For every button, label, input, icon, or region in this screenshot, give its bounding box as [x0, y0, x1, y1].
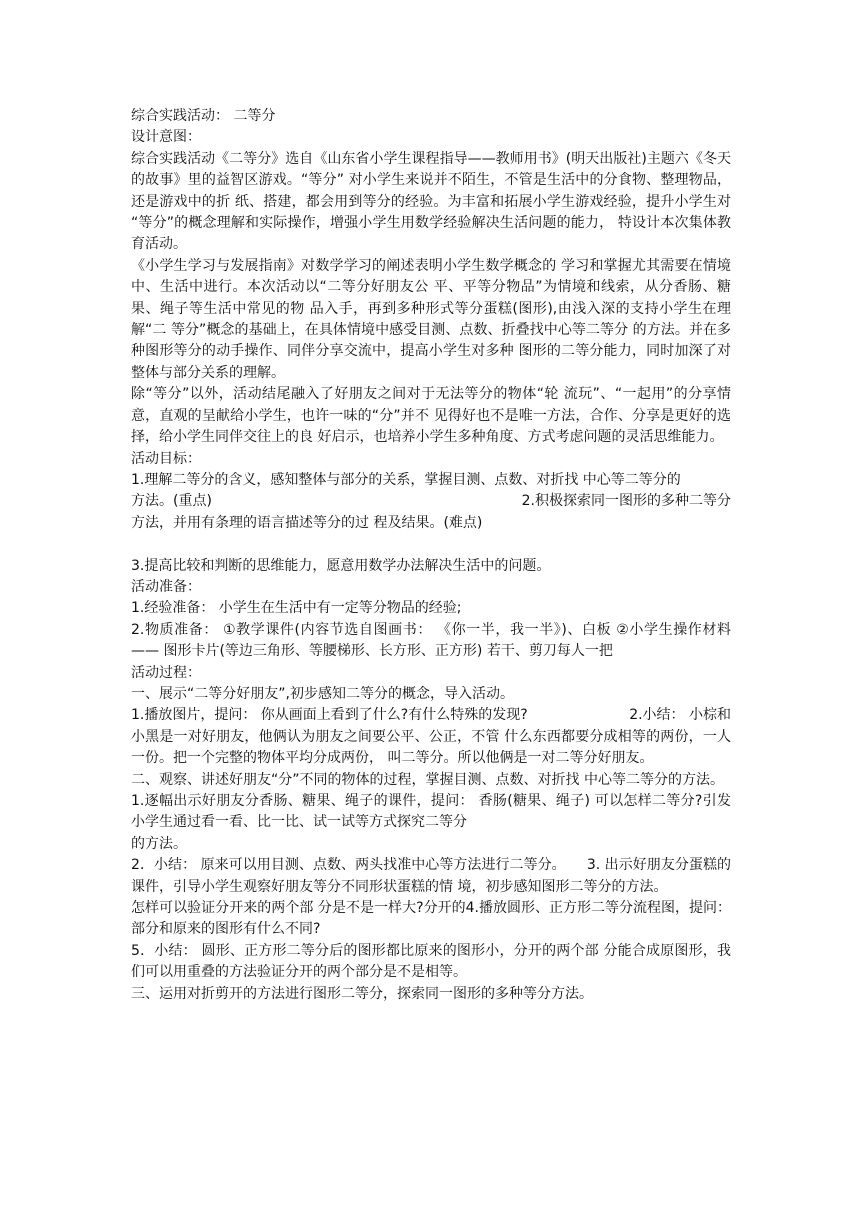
step-2-summary: 2．小结： 原来可以用目测、点数、两头找准中心等方法进行二等分。	[131, 857, 559, 874]
step-1-question-line	[131, 705, 731, 726]
process-heading: 活动过程：	[131, 664, 201, 681]
step-3-heading: 三、运用对折剪开的方法进行图形二等分，探索同一图形的多种等分方法。	[131, 985, 593, 1002]
step-1-heading: 一、展示“二等分好朋友”,初步感知二等分的概念，导入活动。	[131, 685, 514, 702]
step-1-question: 1.播放图片，提问： 你从画面上看到了什么?有什么特殊的发现?	[131, 707, 528, 724]
goals-heading: 活动目标：	[131, 450, 201, 467]
step-2-paragraph-1-end: 的方法。	[131, 835, 187, 852]
step-1-summary-start: 2.小结： 小棕和	[629, 707, 731, 724]
step-2-flowchart: 4.播放圆形、正方形二等分流程图，提问：	[465, 900, 731, 917]
goal-3-text: 3.提高比较和判断的思维能力，愿意用数学办法解决生活中的问题。	[131, 557, 551, 574]
blank-line	[131, 534, 731, 555]
step-1-summary: 小黑是一对好朋友，他俩认为朋友之间要公平、公正，不管 什么东西都要分成相等的两份，一人一份。把一个完整的物体平均分成两份， 叫二等分。所以他俩是一对二等分好朋友。	[131, 728, 731, 767]
document-title: 综合实践活动： 二等分	[131, 108, 276, 124]
step-2-paragraph-3: 5．小结： 圆形、正方形二等分后的图形都比原来的图形小，分开的两个部 分能合成原图形，我们可以用重叠的方法验证分开的两个部分是不是相等。	[131, 942, 731, 981]
step-2-paragraph-1: 1.逐幅出示好朋友分香肠、糖果、绳子的课件，提问： 香肠(糖果、绳子) 可以怎样二等分?引发小学生通过看一看、比一比、试一试等方式探究二等分	[131, 792, 731, 831]
step-2-heading: 二、观察、讲述好朋友“分”不同的物体的过程，掌握目测、点数、对折找 中心等二等分的方法。	[131, 771, 724, 788]
step-2-paragraph-2	[131, 855, 732, 917]
design-paragraph-3: 除“等分”以外，活动结尾融入了好朋友之间对于无法等分的物体“轮 流玩”、“一起用”的分享情意，直观的呈献给小学生，也许一味的“分”并不 见得好也不是唯一方法，合作、分享是更好的选择，给小学生同伴交往上的良 好启示，也培养小学生多种角度、方式考虑问题的灵活思维能力。	[131, 386, 731, 446]
design-paragraph-1: 综合实践活动《二等分》选自《山东省小学生课程指导——教师用书》(明天出版社)主题六《冬天的故事》里的益智区游戏。“等分” 对小学生来说并不陌生，不管是生活中的分食物、整理物品，还是游戏中的折 纸、搭建，都会用到等分的经验。为丰富和拓展小学生游戏经验，提升小学生对 “等分”的概念理解和实际操作，增强小学生用数学经验解决生活问题的能力， 特设计本次集体教育活动。	[131, 150, 731, 253]
step-2-verify-question: 怎样可以验证分开来的两个部 分是不是一样大?分开的部分和原来的图形有什么不同?	[131, 900, 466, 938]
document-body	[131, 106, 731, 1005]
goal-1-end: 方法。(重点)	[131, 493, 212, 510]
prep-heading: 活动准备：	[131, 578, 201, 595]
prep-2-text: 2.物质准备： ①教学课件(内容节选自图画书： 《你一半，我一半》)、白板 ②小学生操作材料—— 图形卡片(等边三角形、等腰梯形、长方形、正方形) 若干、剪刀每人一把	[131, 621, 731, 660]
prep-1-text: 1.经验准备： 小学生在生活中有一定等分物品的经验;	[131, 600, 462, 617]
design-heading: 设计意图：	[131, 129, 201, 146]
goal-2-text: 方法，并用有条理的语言描述等分的过 程及结果。(难点)	[131, 514, 483, 531]
goal-1-2-line	[131, 491, 731, 512]
goal-1-text: 1.理解二等分的含义，感知整体与部分的关系，掌握目测、点数、对折找 中心等二等分的	[131, 471, 681, 488]
goal-2-start: 2.积极探索同一图形的多种二等分	[521, 493, 731, 510]
design-paragraph-2: 《小学生学习与发展指南》对数学学习的阐述表明小学生数学概念的 学习和掌握尤其需要在情境中、生活中进行。本次活动以“二等分好朋友公 平、平等分物品”为情境和线索，从分香肠、糖果、绳子等生活中常见的物 品入手，再到多种形式等分蛋糕(图形),由浅入深的支持小学生在理解“二 等分”概念的基础上，在具体情境中感受目测、点数、折叠找中心等二等分 的方法。并在多种图形等分的动手操作、同伴分享交流中，提高小学生对多种 图形的二等分能力，同时加深了对整体与部分关系的理解。	[131, 257, 731, 381]
step-2-cake: 3. 出示好朋友分蛋糕的课件，引导小学生观察好朋友等分不同形状蛋糕的情 境，初步感知图形二等分的方法。	[131, 857, 732, 895]
